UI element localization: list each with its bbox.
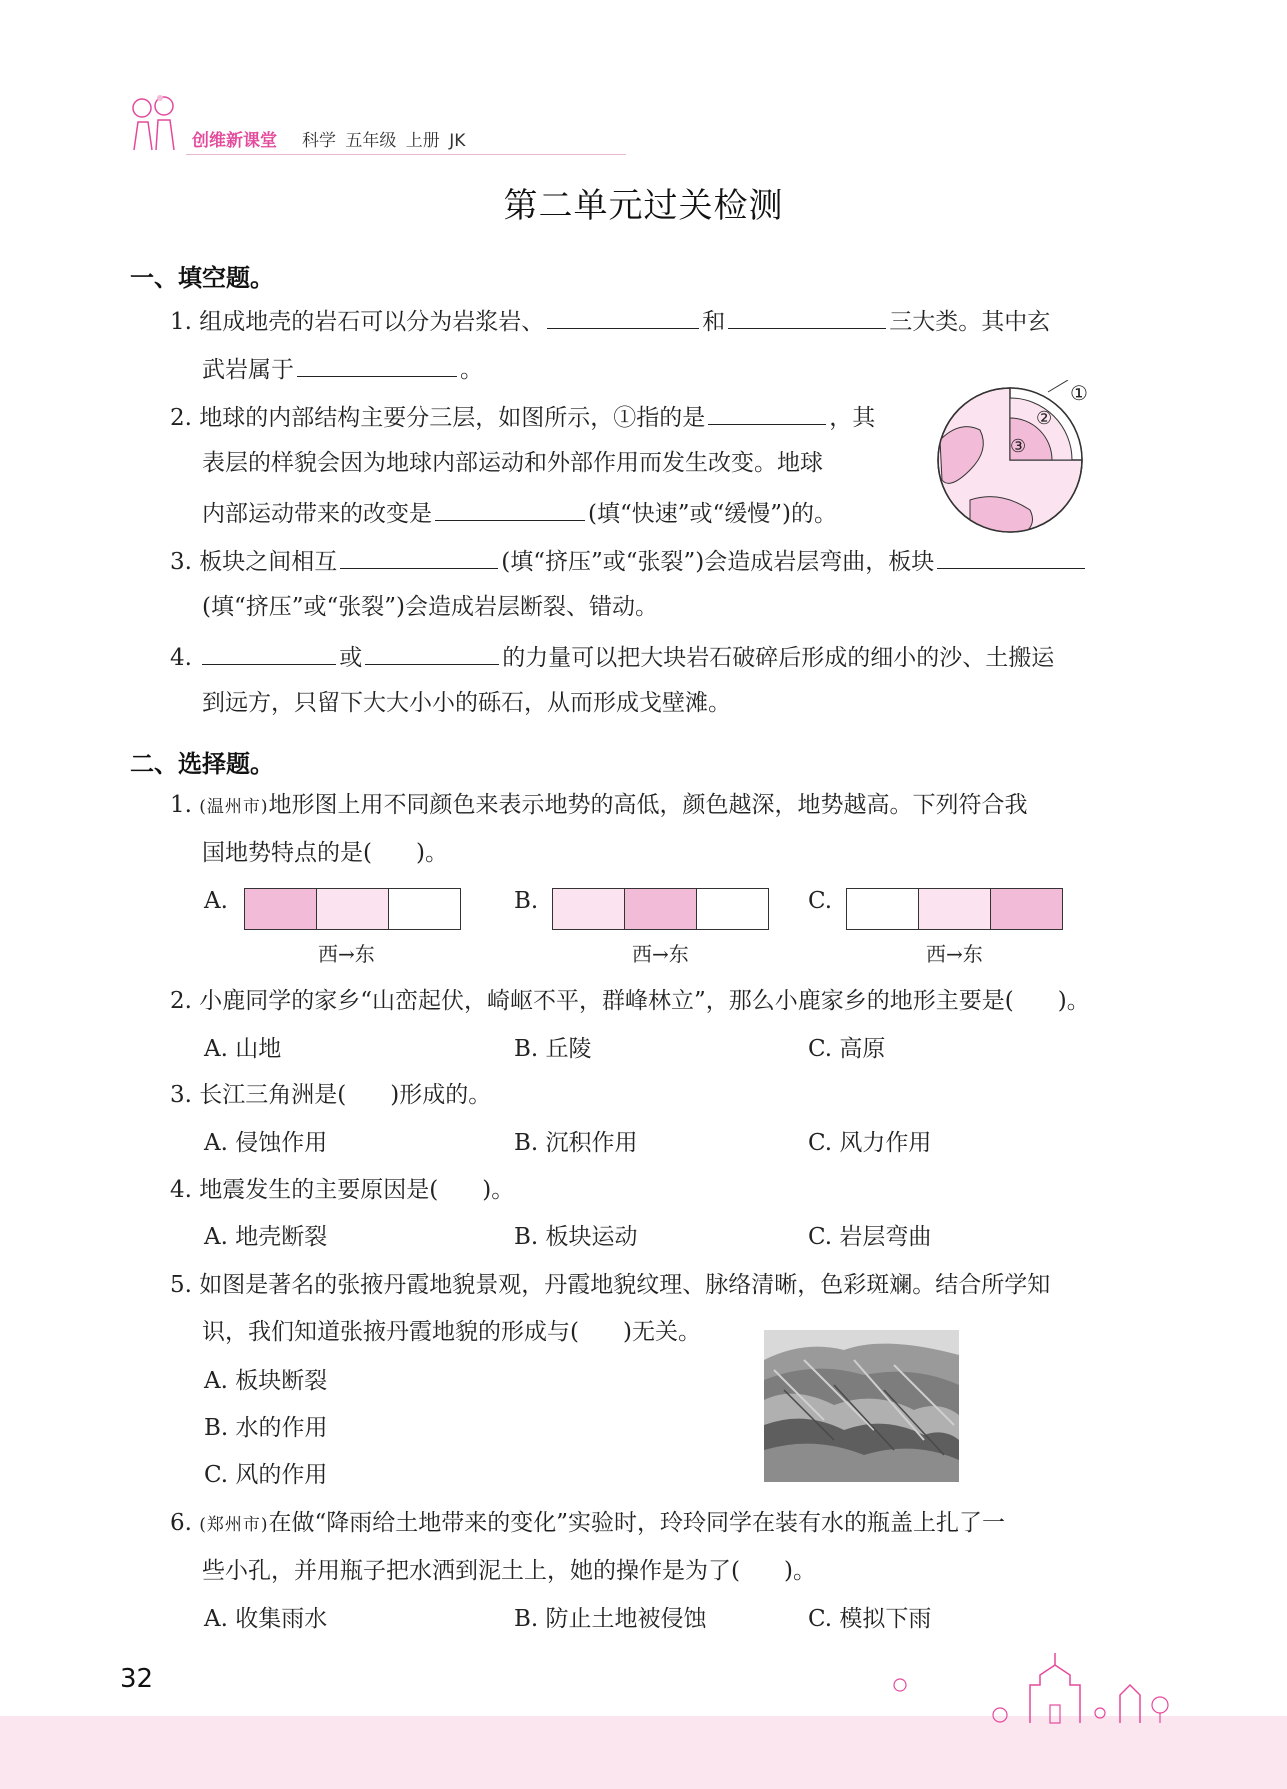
question-2-line-3: 内部运动带来的改变是 (填“快速”或“缓慢”)的。 xyxy=(202,496,837,529)
subject-label: 科学 五年级 上册 JK xyxy=(302,131,466,151)
question-3-line-1: 3. 板块之间相互 (填“挤压”或“张裂”)会造成岩层弯曲，板块 xyxy=(170,544,1088,577)
color-cell xyxy=(553,889,625,929)
page-title: 第二单元过关检测 xyxy=(503,186,784,226)
page-number: 32 xyxy=(120,1664,154,1694)
answer-blank[interactable] xyxy=(365,640,499,665)
option-b-label[interactable]: B. xyxy=(514,888,539,914)
choice-2-line-1: 2. 小鹿同学的家乡“山峦起伏，崎岖不平，群峰林立”，那么小鹿家乡的地形主要是( )。 xyxy=(170,988,1090,1014)
choice-6-option-b[interactable]: B. 防止土地被侵蚀 xyxy=(514,1606,707,1632)
question-1-line-2: 武岩属于 。 xyxy=(202,352,483,385)
choice-6-line-1: 6. (郑州市)在做“降雨给土地带来的变化”实验时，玲玲同学在装有水的瓶盖上扎了一 xyxy=(170,1510,1006,1536)
choice-1-line-2: 国地势特点的是( )。 xyxy=(202,840,448,866)
choice-5-option-a[interactable]: A. 板块断裂 xyxy=(204,1368,328,1394)
color-cell xyxy=(919,889,991,929)
choice-3-option-c[interactable]: C. 风力作用 xyxy=(808,1130,932,1156)
choice-3-option-a[interactable]: A. 侵蚀作用 xyxy=(204,1130,328,1156)
answer-blank[interactable] xyxy=(202,640,336,665)
question-1-line-1: 1. 组成地壳的岩石可以分为岩浆岩、 和 三大类。其中玄 xyxy=(170,304,1050,337)
question-3-line-2: (填“挤压”或“张裂”)会造成岩层断裂、错动。 xyxy=(202,594,658,620)
answer-blank[interactable] xyxy=(435,496,585,521)
option-c-label[interactable]: C. xyxy=(808,888,833,914)
choice-3-option-b[interactable]: B. 沉积作用 xyxy=(514,1130,638,1156)
choice-5-option-b[interactable]: B. 水的作用 xyxy=(204,1415,328,1441)
footer-band xyxy=(0,1716,1287,1789)
earth-structure-diagram xyxy=(930,380,1130,540)
choice-2-option-c[interactable]: C. 高原 xyxy=(808,1036,886,1062)
color-cell xyxy=(697,889,768,929)
choice-5-option-c[interactable]: C. 风的作用 xyxy=(204,1462,328,1488)
option-a-label[interactable]: A. xyxy=(204,888,228,914)
option-a-direction: 西→东 xyxy=(318,942,375,966)
option-b-direction: 西→东 xyxy=(632,942,689,966)
color-cell xyxy=(245,889,317,929)
choice-4-option-b[interactable]: B. 板块运动 xyxy=(514,1224,638,1250)
option-b-color-bar[interactable] xyxy=(552,888,769,930)
brand-name: 创维新课堂 xyxy=(192,131,277,151)
choice-4-option-c[interactable]: C. 岩层弯曲 xyxy=(808,1224,932,1250)
answer-blank[interactable] xyxy=(728,304,886,329)
color-cell xyxy=(625,889,697,929)
option-c-color-bar[interactable] xyxy=(846,888,1063,930)
danxia-landform-photo xyxy=(764,1330,959,1482)
option-c-direction: 西→东 xyxy=(926,942,983,966)
option-a-color-bar[interactable] xyxy=(244,888,461,930)
question-2-line-2: 表层的样貌会因为地球内部运动和外部作用而发生改变。地球 xyxy=(202,450,823,476)
color-cell xyxy=(317,889,389,929)
section-title-choice: 二、选择题。 xyxy=(130,750,274,778)
choice-5-line-1: 5. 如图是著名的张掖丹霞地貌景观，丹霞地貌纹理、脉络清晰，色彩斑斓。结合所学知 xyxy=(170,1272,1051,1298)
section-title-fill-in: 一、填空题。 xyxy=(130,264,274,292)
answer-blank[interactable] xyxy=(937,544,1085,569)
choice-6-option-a[interactable]: A. 收集雨水 xyxy=(204,1606,328,1632)
choice-4-line-1: 4. 地震发生的主要原因是( )。 xyxy=(170,1177,515,1203)
choice-2-option-b[interactable]: B. 丘陵 xyxy=(514,1036,592,1062)
choice-6-option-c[interactable]: C. 模拟下雨 xyxy=(808,1606,932,1632)
answer-blank[interactable] xyxy=(708,400,826,425)
choice-1-line-1: 1. (温州市)地形图上用不同颜色来表示地势的高低，颜色越深，地势越高。下列符合我 xyxy=(170,792,1028,818)
header-divider xyxy=(186,154,626,155)
layer-label-2: ② xyxy=(1036,408,1053,429)
castle-decoration-icon xyxy=(880,1645,1180,1725)
answer-blank[interactable] xyxy=(340,544,498,569)
color-cell xyxy=(847,889,919,929)
choice-2-option-a[interactable]: A. 山地 xyxy=(204,1036,282,1062)
choice-5-line-2: 识，我们知道张掖丹霞地貌的形成与( )无关。 xyxy=(202,1319,701,1345)
answer-blank[interactable] xyxy=(297,352,457,377)
question-4-line-1: 4. 或 的力量可以把大块岩石破碎后形成的细小的沙、土搬运 xyxy=(170,640,1054,673)
question-2-line-1: 2. 地球的内部结构主要分三层，如图所示，①指的是 ，其 xyxy=(170,400,875,433)
question-4-line-2: 到远方，只留下大大小小的砾石，从而形成戈壁滩。 xyxy=(202,690,731,716)
choice-3-line-1: 3. 长江三角洲是( )形成的。 xyxy=(170,1082,492,1108)
choice-4-option-a[interactable]: A. 地壳断裂 xyxy=(204,1224,328,1250)
layer-label-3: ③ xyxy=(1010,436,1027,457)
answer-blank[interactable] xyxy=(547,304,699,329)
page-header xyxy=(124,92,1084,152)
layer-label-1: ① xyxy=(1070,381,1088,405)
color-cell xyxy=(389,889,460,929)
color-cell xyxy=(991,889,1062,929)
children-logo-icon xyxy=(124,92,182,152)
choice-6-line-2: 些小孔，并用瓶子把水洒到泥土上，她的操作是为了( )。 xyxy=(202,1558,816,1584)
